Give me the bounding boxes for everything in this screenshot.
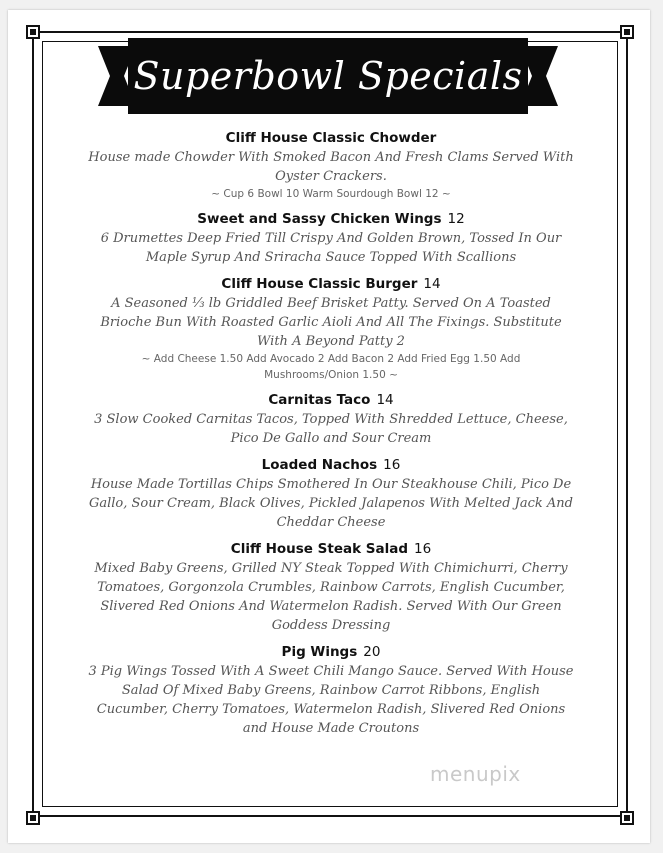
corner-ornament-bottom-right <box>620 811 634 825</box>
item-name: Cliff House Steak Salad <box>230 541 409 557</box>
item-description: 3 Slow Cooked Carnitas Tacos, Topped With Shredded Lettuce, Cheese, Pico De Gallo and Sour Cream <box>94 412 568 446</box>
item-description: House made Chowder With Smoked Bacon And Fresh Clams Served With Oyster Crackers. <box>88 150 574 184</box>
menu-item <box>88 539 574 635</box>
item-heading <box>88 209 574 229</box>
corner-ornament-top-right <box>620 25 634 39</box>
menu-item <box>88 390 574 448</box>
item-note: ~ Add Cheese 1.50 Add Avocado 2 Add Bacon 2 Add Fried Egg 1.50 Add Mushrooms/Onion 1.50 ~ <box>141 353 521 381</box>
item-price: 14 <box>423 276 441 292</box>
item-heading <box>88 274 574 294</box>
menu-page <box>8 10 650 843</box>
item-note: ~ Cup 6 Bowl 10 Warm Sourdough Bowl 12 ~ <box>211 188 451 200</box>
watermark-logo: menupix <box>430 762 521 786</box>
item-description: A Seasoned ⅓ lb Griddled Beef Brisket Patty. Served On A Toasted Brioche Bun With Roasted Garlic Aioli And All The Fixings. Substitute With A Beyond Patty 2 <box>100 296 562 349</box>
menu-item <box>88 642 574 738</box>
item-name: Carnitas Taco <box>268 392 371 408</box>
menu-item <box>88 274 574 383</box>
item-description: House Made Tortillas Chips Smothered In Our Steakhouse Chili, Pico De Gallo, Sour Cream, Black Olives, Pickled Jalapenos With Melted Jack And Cheddar Cheese <box>88 477 574 530</box>
item-heading <box>88 128 574 148</box>
corner-ornament-bottom-left <box>26 811 40 825</box>
item-price: 12 <box>447 211 465 227</box>
corner-ornament-top-left <box>26 25 40 39</box>
menu-items-list <box>88 128 574 745</box>
item-name: Sweet and Sassy Chicken Wings <box>197 211 442 227</box>
item-name: Cliff House Classic Chowder <box>225 130 437 146</box>
menu-title: Superbowl Specials <box>133 54 523 98</box>
item-heading <box>88 390 574 410</box>
menu-item <box>88 128 574 202</box>
item-price: 16 <box>383 457 401 473</box>
item-description: 6 Drumettes Deep Fried Till Crispy And Golden Brown, Tossed In Our Maple Syrup And Sriracha Sauce Topped With Scallions <box>100 231 562 265</box>
item-price: 16 <box>414 541 432 557</box>
item-heading <box>88 642 574 662</box>
item-name: Pig Wings <box>281 644 358 660</box>
item-name: Loaded Nachos <box>261 457 378 473</box>
item-description: 3 Pig Wings Tossed With A Sweet Chili Mango Sauce. Served With House Salad Of Mixed Baby Greens, Rainbow Carrot Ribbons, English Cucumber, Cherry Tomatoes, Watermelon Radish, Slivered Red Onions and House Made Croutons <box>88 664 574 736</box>
item-name: Cliff House Classic Burger <box>221 276 418 292</box>
item-price: 14 <box>376 392 394 408</box>
item-heading <box>88 539 574 559</box>
item-price: 20 <box>363 644 381 660</box>
item-heading <box>88 455 574 475</box>
menu-item <box>88 455 574 532</box>
item-description: Mixed Baby Greens, Grilled NY Steak Topped With Chimichurri, Cherry Tomatoes, Gorgonzola Crumbles, Rainbow Carrots, English Cucumber, Slivered Red Onions And Watermelon Radish. Served With Our Green Goddess Dressing <box>94 561 568 633</box>
menu-item <box>88 209 574 267</box>
